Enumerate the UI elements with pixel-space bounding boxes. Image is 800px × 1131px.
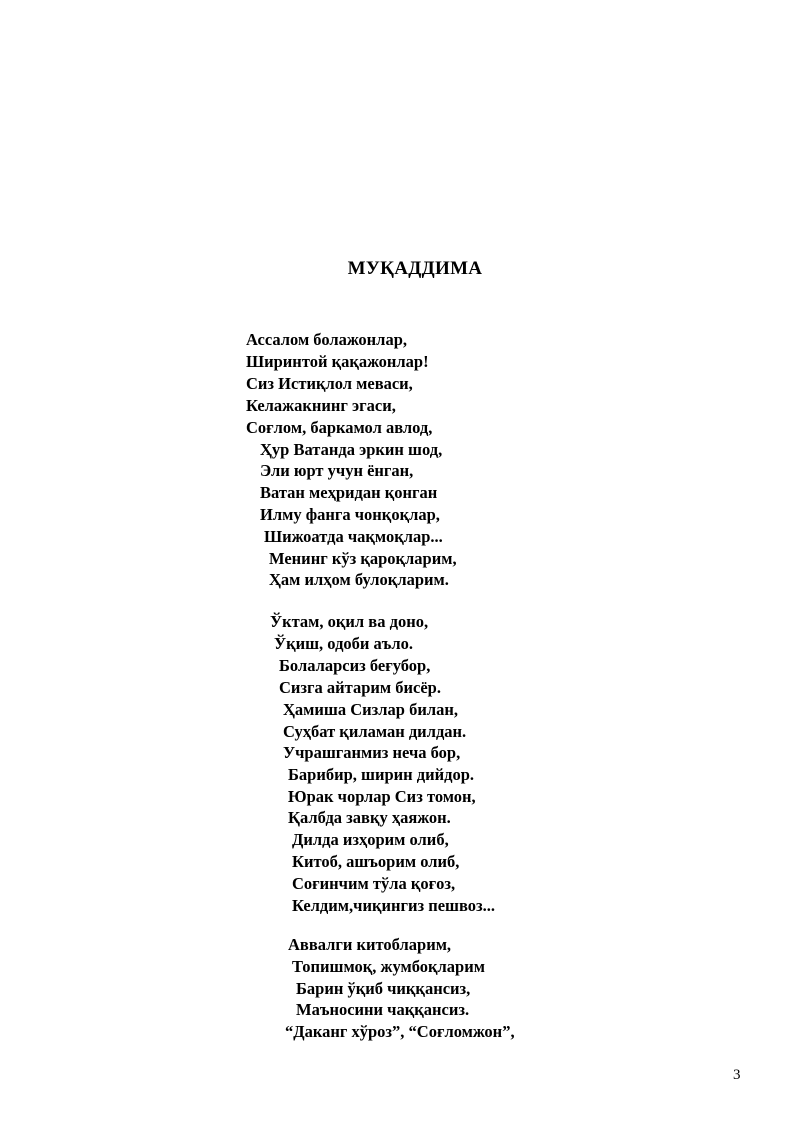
poem-line: Дилда изҳорим олиб, — [292, 830, 449, 849]
poem-line: Эли юрт учун ёнган, — [260, 461, 414, 480]
poem-line: Ҳамиша Сизлар билан, — [283, 700, 458, 719]
poem-line: Ватан меҳридан қонган — [260, 483, 438, 502]
poem-line: Соғлом, баркамол авлод, — [246, 418, 433, 437]
poem-line: Барибир, ширин дийдор. — [288, 765, 475, 784]
poem-line: Китоб, ашъорим олиб, — [292, 852, 460, 871]
poem-line: Келажакнинг эгаси, — [246, 396, 396, 415]
poem-line: Юрак чорлар Сиз томон, — [288, 787, 476, 806]
page-number: 3 — [733, 1067, 741, 1083]
poem-line: Барин ўқиб чиққансиз, — [296, 979, 471, 998]
poem-line: Соғинчим тўла қоғоз, — [292, 874, 456, 893]
poem-title: МУҚАДДИМА — [347, 258, 483, 279]
poem-line: Ширинтой қақажонлар! — [246, 352, 429, 371]
poem-line: Ўктам, оқил ва доно, — [270, 612, 429, 631]
poem-line: Сиз Истиқлол меваси, — [246, 374, 413, 393]
poem-line: Ассалом болажонлар, — [246, 330, 407, 349]
poem-line: Сизга айтарим бисёр. — [279, 678, 441, 697]
poem-line: Менинг кўз қароқларим, — [269, 549, 457, 568]
poem-line: Учрашганмиз неча бор, — [283, 743, 461, 762]
poem-line: Ҳам илҳом булоқларим. — [269, 570, 449, 589]
poem-line: Суҳбат қиламан дилдан. — [283, 722, 467, 741]
poem-line: Ўқиш, одоби аъло. — [274, 634, 414, 653]
poem-line: Маъносини чаққансиз. — [296, 1000, 470, 1019]
poem-line: “Даканг хўроз”, “Соғломжон”, — [285, 1022, 515, 1041]
poem-line: Шижоатда чақмоқлар... — [264, 527, 443, 546]
poem-line: Илму фанга чонқоқлар, — [260, 505, 440, 524]
poem-line: Аввалги китобларим, — [288, 935, 452, 954]
poem-line: Топишмоқ, жумбоқларим — [292, 957, 485, 976]
poem-line: Ҳур Ватанда эркин шод, — [260, 440, 443, 459]
poem-line: Болаларсиз беғубор, — [279, 656, 431, 675]
poem-line: Қалбда завқу ҳаяжон. — [288, 808, 451, 827]
poem-line: Келдим,чиқингиз пешвоз... — [292, 896, 496, 915]
